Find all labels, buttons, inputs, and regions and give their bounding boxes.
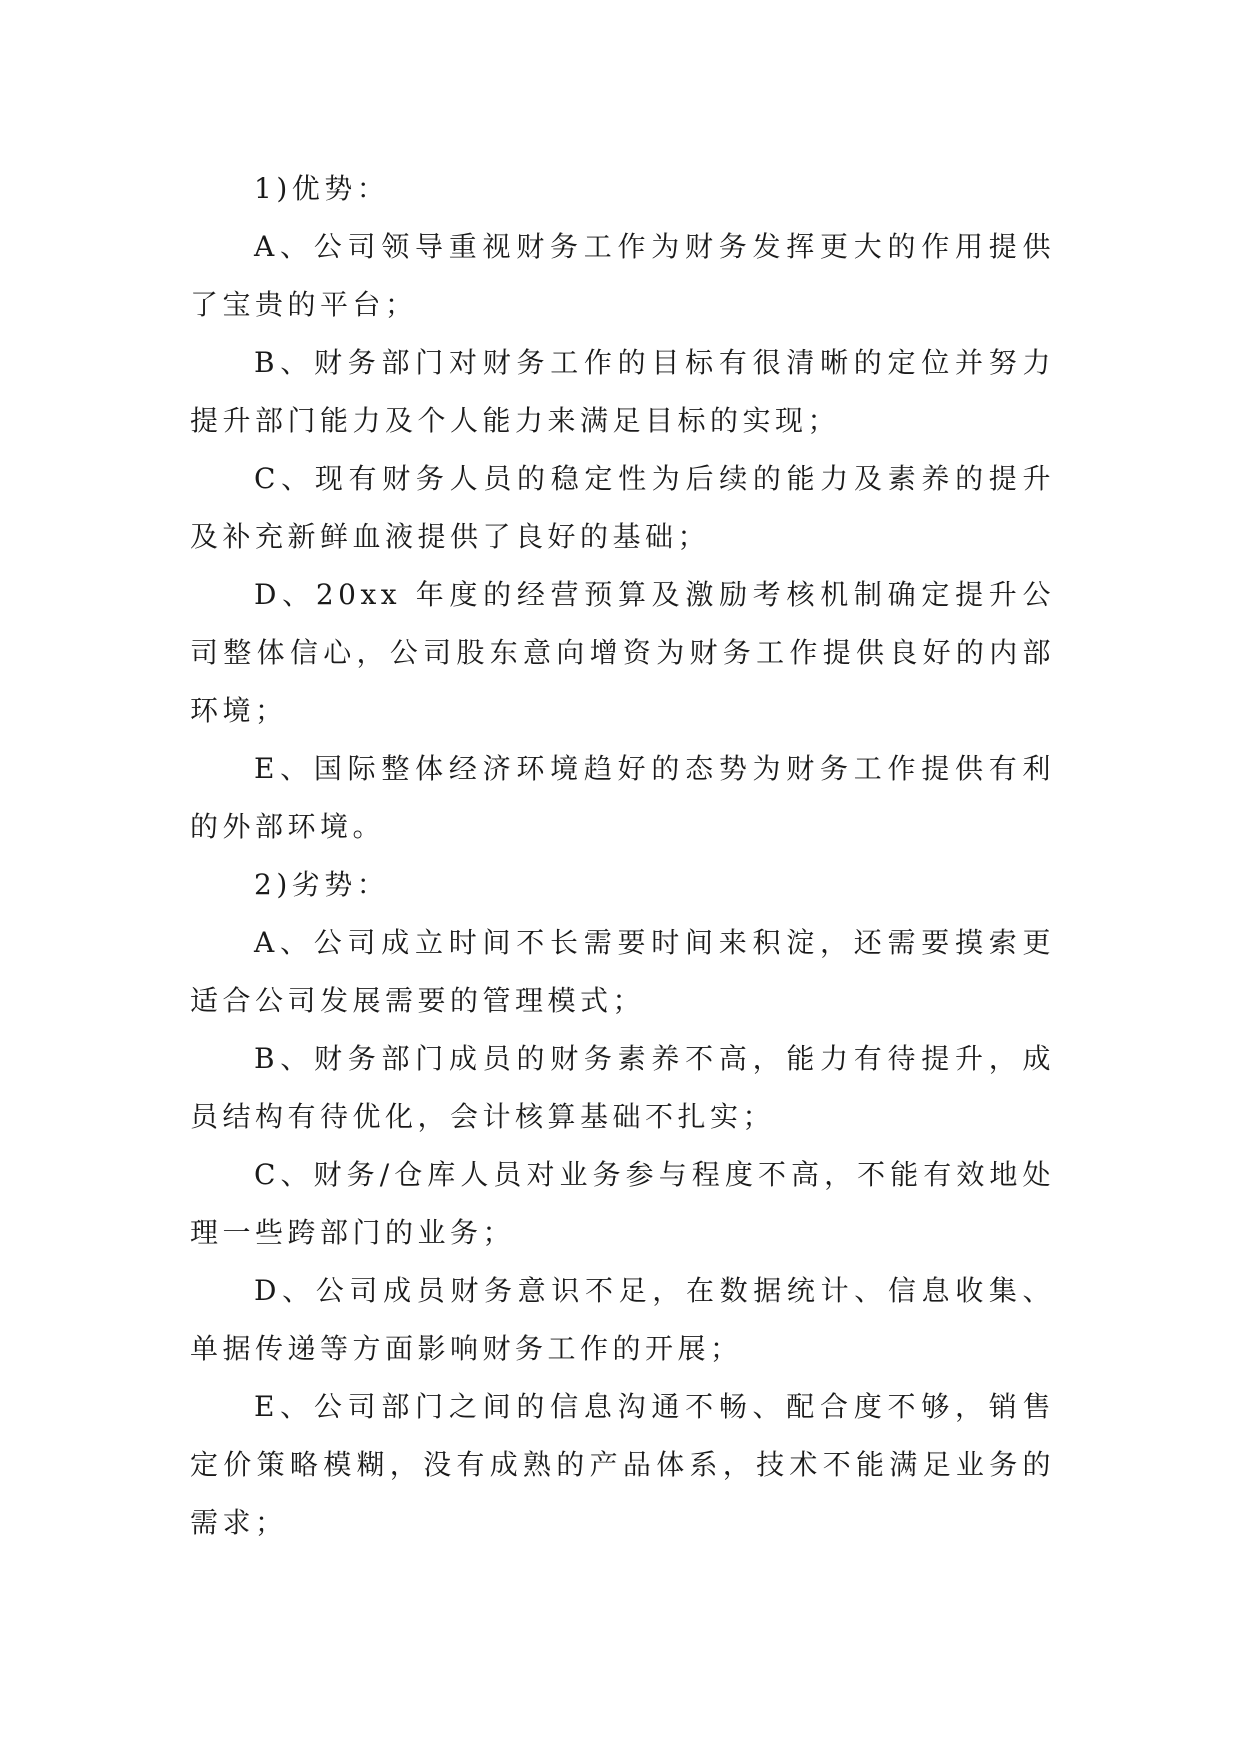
section-heading-disadvantages: 2)劣势： — [254, 868, 390, 901]
disadvantage-item-a: A、公司成立时间不长需要时间来积淀，还需要摸索更适合公司发展需要的管理模式； — [190, 926, 1055, 1017]
advantage-item-b: B、财务部门对财务工作的目标有很清晰的定位并努力提升部门能力及个人能力来满足目标的实现； — [190, 346, 1055, 437]
disadvantage-item-e: E、公司部门之间的信息沟通不畅、配合度不够，销售定价策略模糊，没有成熟的产品体系，技术不能满足业务的需求； — [190, 1390, 1055, 1539]
document-body — [190, 160, 1055, 1552]
advantage-item-a: A、公司领导重视财务工作为财务发挥更大的作用提供了宝贵的平台； — [190, 230, 1055, 321]
disadvantage-item-d: D、公司成员财务意识不足，在数据统计、信息收集、单据传递等方面影响财务工作的开展； — [190, 1274, 1055, 1365]
disadvantage-item-c: C、财务/仓库人员对业务参与程度不高，不能有效地处理一些跨部门的业务； — [190, 1158, 1055, 1249]
advantage-item-c: C、现有财务人员的稳定性为后续的能力及素养的提升及补充新鲜血液提供了良好的基础； — [190, 462, 1055, 553]
section-heading-advantages: 1)优势： — [254, 172, 390, 205]
advantage-item-d: D、20xx 年度的经营预算及激励考核机制确定提升公司整体信心，公司股东意向增资为财务工作提供良好的内部环境； — [190, 578, 1055, 727]
advantage-item-e: E、国际整体经济环境趋好的态势为财务工作提供有利的外部环境。 — [190, 752, 1055, 843]
disadvantage-item-b: B、财务部门成员的财务素养不高，能力有待提升，成员结构有待优化，会计核算基础不扎实； — [190, 1042, 1055, 1133]
